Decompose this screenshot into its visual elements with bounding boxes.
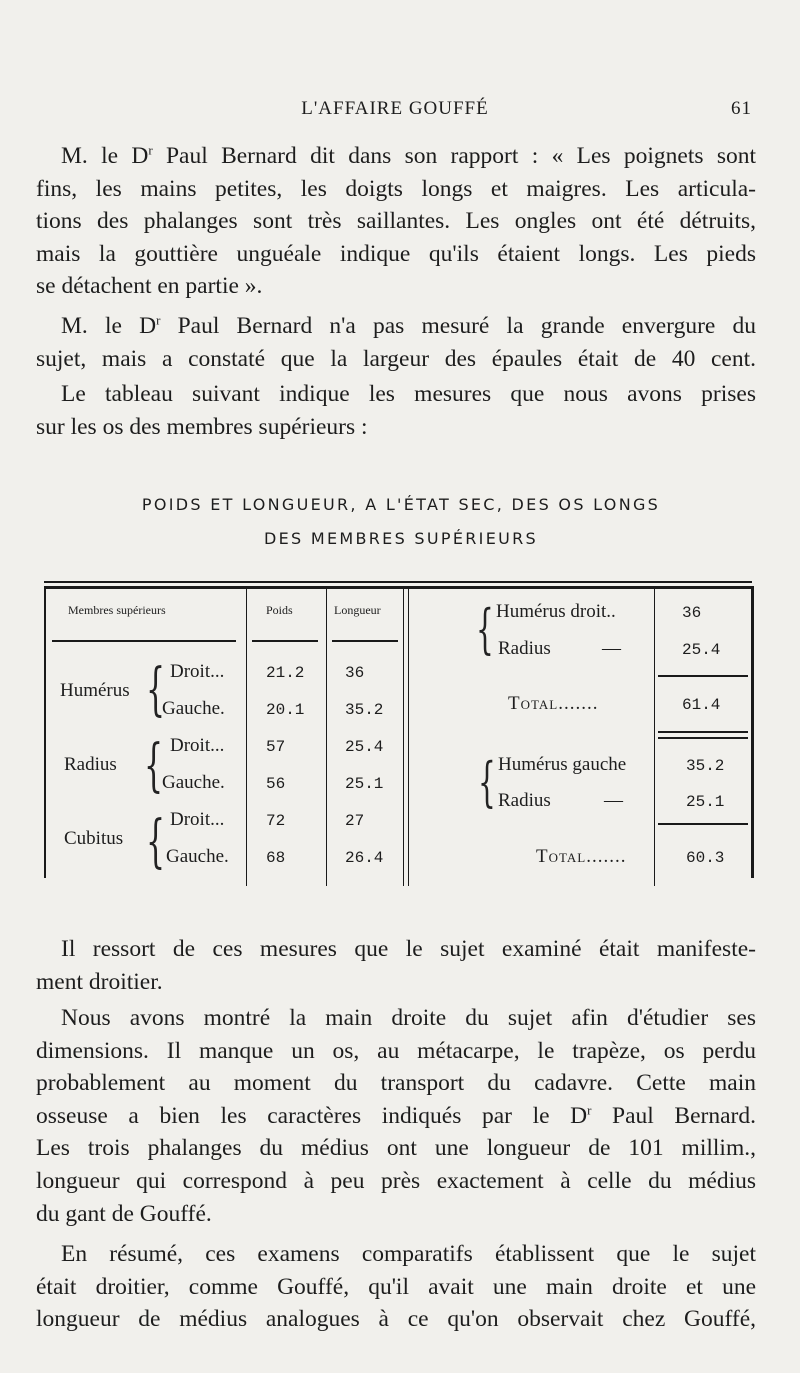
longueur-value: 26.4 <box>345 849 384 867</box>
table-right-border <box>751 586 754 878</box>
header-longueur: Longueur <box>334 603 381 617</box>
bone-label-cubitus: Cubitus <box>64 828 124 849</box>
side-label-gauche: Gauche. <box>162 772 225 793</box>
radius-ditto-dash: — <box>602 638 621 659</box>
table-top-rule <box>44 581 752 583</box>
radius-droit-value: 25.4 <box>682 641 721 659</box>
header-membres: Membres supérieurs <box>68 603 166 617</box>
text-line: M. le $D^r$ Paul Bernard n'a pas mesuré la grande envergure du <box>61 312 756 339</box>
running-title: L'AFFAIRE GOUFFÉ <box>301 98 489 119</box>
brace-icon: { <box>478 751 496 814</box>
text-line: Nous avons montré la main droite du sujet afin d'étudier ses <box>61 1005 756 1031</box>
brace-icon: { <box>476 598 494 661</box>
poids-value: 57 <box>266 738 286 756</box>
total-rule <box>658 823 748 825</box>
text-line: était droitier, comme Gouffé, qu'il avait une main droite et une <box>36 1273 756 1300</box>
humerus-gauche-label: Humérus gauche <box>498 754 627 775</box>
total-rule <box>658 737 748 739</box>
text-line: mais la gouttière unguéale indique qu'ils étaient longs. Les pieds <box>36 240 756 267</box>
radius-gauche-label: Radius <box>498 790 551 811</box>
column-separator <box>403 589 404 886</box>
longueur-value: 25.1 <box>345 775 384 793</box>
text-line: Le tableau suivant indique les mesures que nous avons prises <box>61 381 756 407</box>
longueur-value: 35.2 <box>345 701 384 719</box>
radius-gauche-value: 25.1 <box>686 793 725 811</box>
text-line: Il ressort de ces mesures que le sujet examiné était manifeste- <box>61 936 756 962</box>
side-label-gauche: Gauche. <box>166 846 229 867</box>
radius-droit-label: Radius <box>498 638 551 659</box>
side-label-droit: Droit... <box>170 735 225 756</box>
column-separator <box>246 589 247 886</box>
column-separator <box>408 589 409 886</box>
humerus-droit-label: Humérus droit.. <box>496 601 616 622</box>
text-line: fins, les mains petites, les doigts longs et maigres. Les articula- <box>36 175 756 202</box>
column-separator <box>326 589 327 886</box>
text-line: Les trois phalanges du médius ont une longueur de 101 millim., <box>36 1135 756 1162</box>
column-separator <box>654 589 655 886</box>
longueur-value: 27 <box>345 812 365 830</box>
table-title-line: DES MEMBRES SUPÉRIEURS <box>264 529 538 548</box>
total-rule <box>658 675 748 677</box>
text-line: osseuse a bien les caractères indiqués par le $D^r$ Paul Bernard. <box>36 1102 756 1129</box>
poids-value: 56 <box>266 775 286 793</box>
poids-value: 21.2 <box>266 664 305 682</box>
text-line: tions des phalanges sont très saillantes. Les ongles ont été détruits, <box>36 208 756 235</box>
total-rule <box>658 731 748 733</box>
text-line: En résumé, ces examens comparatifs établissent que le sujet <box>61 1241 756 1267</box>
header-underline <box>332 640 398 642</box>
longueur-value: 25.4 <box>345 738 384 756</box>
text-line: dimensions. Il manque un os, au métacarpe, le trapèze, os perdu <box>36 1037 756 1064</box>
total-droit-label: Total....... <box>508 693 599 714</box>
longueur-value: 36 <box>345 664 365 682</box>
side-label-droit: Droit... <box>170 661 225 682</box>
paragraph-main-droite <box>36 1002 756 1230</box>
text-line: sur les os des membres supérieurs : <box>36 413 368 440</box>
text-line: M. le $D^r$ Paul Bernard dit dans son rapport : « Les poignets sont <box>61 142 756 169</box>
bone-label-humerus: Humérus <box>60 680 130 701</box>
total-gauche-label: Total....... <box>536 846 627 867</box>
radius-ditto-dash: — <box>604 790 623 811</box>
bone-label-radius: Radius <box>64 754 117 775</box>
text-line: longueur de médius analogues à ce qu'on observait chez Gouffé, <box>36 1306 756 1333</box>
brace-icon: { <box>146 809 166 876</box>
paragraph-resume <box>36 1238 756 1336</box>
table-left-border <box>44 586 46 878</box>
text-line: ment droitier. <box>36 968 163 995</box>
text-line: se détachent en partie ». <box>36 273 263 300</box>
paragraph-droitier <box>36 933 756 998</box>
humerus-droit-value: 36 <box>682 604 702 622</box>
poids-value: 20.1 <box>266 701 305 719</box>
table-top-rule <box>44 586 752 589</box>
header-poids: Poids <box>266 603 293 617</box>
poids-value: 68 <box>266 849 286 867</box>
side-label-droit: Droit... <box>170 809 225 830</box>
brace-icon: { <box>146 657 166 724</box>
header-underline <box>52 640 236 642</box>
text-line: longueur qui correspond à peu près exactement à celle du médius <box>36 1167 756 1194</box>
page-number: 61 <box>731 98 752 119</box>
header-underline <box>252 640 318 642</box>
text-line: sujet, mais a constaté que la largeur des épaules était de 40 cent. <box>36 345 756 372</box>
text-line: probablement au moment du transport du cadavre. Cette main <box>36 1070 756 1097</box>
poids-value: 72 <box>266 812 286 830</box>
side-label-gauche: Gauche. <box>162 698 225 719</box>
brace-icon: { <box>144 733 164 800</box>
table-title-line: POIDS ET LONGUEUR, A L'ÉTAT SEC, DES OS LONGS <box>141 495 661 514</box>
total-gauche-value: 60.3 <box>686 849 725 867</box>
total-droit-value: 61.4 <box>682 696 721 714</box>
humerus-gauche-value: 35.2 <box>686 757 725 775</box>
text-line: du gant de Gouffé. <box>36 1200 212 1227</box>
